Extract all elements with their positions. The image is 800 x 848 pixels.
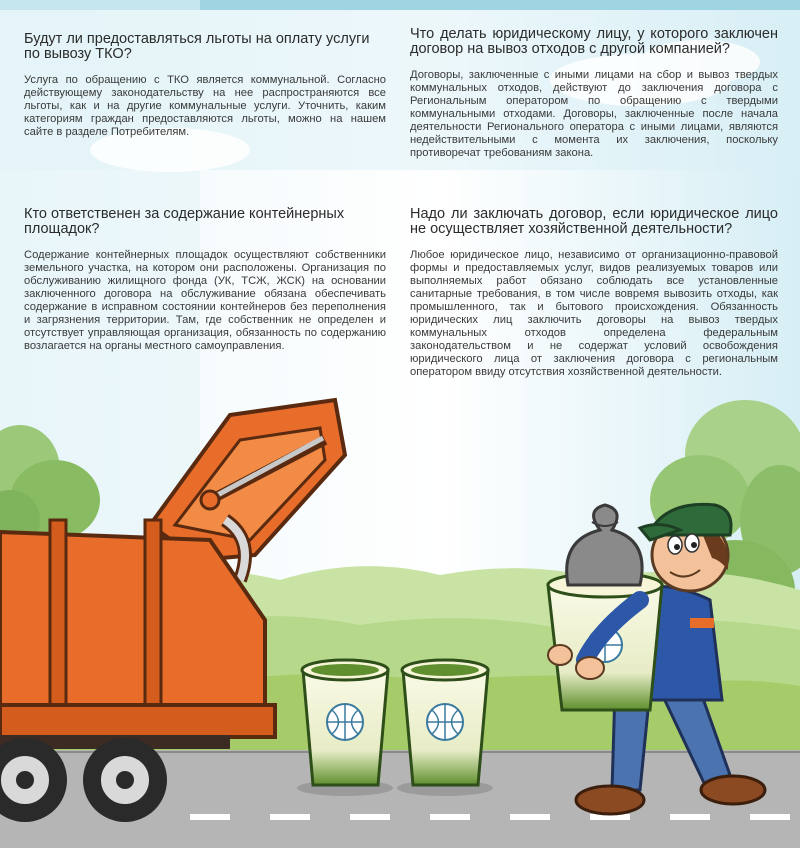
faq-text: Содержание контейнерных площадок осуществляют собственники земельного участка, на котором они расположены. Организация по обслуживанию жилищного фонда (УК, ТСЖ, ЖСК) на основании заключенного договора на обслуживание обязана обеспечивать содержание в исправном состоянии контейнеров без переполнения и загрязнения территории. Там, где собственник не определен и отсутствует управляющая организация, обязанность по содержанию возлагается на органы местного самоуправления. <box>24 249 386 352</box>
globe-logo-icon <box>327 704 363 740</box>
waste-bin <box>397 660 493 796</box>
faq-text: Любое юридическое лицо, независимо от организационно-правовой формы и предоставляемых услуг, видов реализуемых товаров или выполняемых работ обязано соблюдать все установленные санитарные требования, в том числе вовремя вывозить отходы, как промышленного, так и бытового происхождения. Обязанность юридических лиц заключить договоры на вывоз твердых коммунальных отходов определена федеральным законодательством и не содержат условий освобождения юридического лица от заключения договора с региональным оператором ввиду отсутствия хозяйственной деятельности. <box>410 249 778 378</box>
faq-container-sites <box>24 207 386 353</box>
truck-wheel <box>83 738 167 822</box>
faq-legal-entity-contract <box>410 27 778 160</box>
faq-benefits <box>24 32 386 139</box>
faq-title: Кто ответственен за содержание контейнерных площадок? <box>24 206 345 237</box>
globe-logo-icon <box>427 704 463 740</box>
faq-no-activity <box>410 207 778 379</box>
faq-title: Надо ли заключать договор, если юридическое лицо не осуществляет хозяйственной деятельности? <box>410 206 778 237</box>
faq-text: Договоры, заключенные с иными лицами на сбор и вывоз твердых коммунальных отходов, действуют до заключения договора с Региональным оператором по обращению с твердыми коммунальными отходами. Договоры, заключенные после начала деятельности Регионального оператора с иными лицами, являются недействительными с момента их заключения, поскольку противоречат требованиям закона. <box>410 69 778 159</box>
faq-title: Будут ли предоставляться льготы на оплату услуги по вывозу ТКО? <box>24 31 370 62</box>
faq-title: Что делать юридическому лицу, у которого заключен договор на вывоз отходов с другой компанией? <box>410 26 778 57</box>
waste-bin <box>297 660 393 796</box>
faq-text: Услуга по обращению с ТКО является коммунальной. Согласно действующему законодательству на нее распространяются все льготы, как и на другие коммунальные услуги. Уточнить, каким категориям граждан предоставляются льготы, можно на нашем сайте в разделе Потребителям. <box>24 74 386 138</box>
